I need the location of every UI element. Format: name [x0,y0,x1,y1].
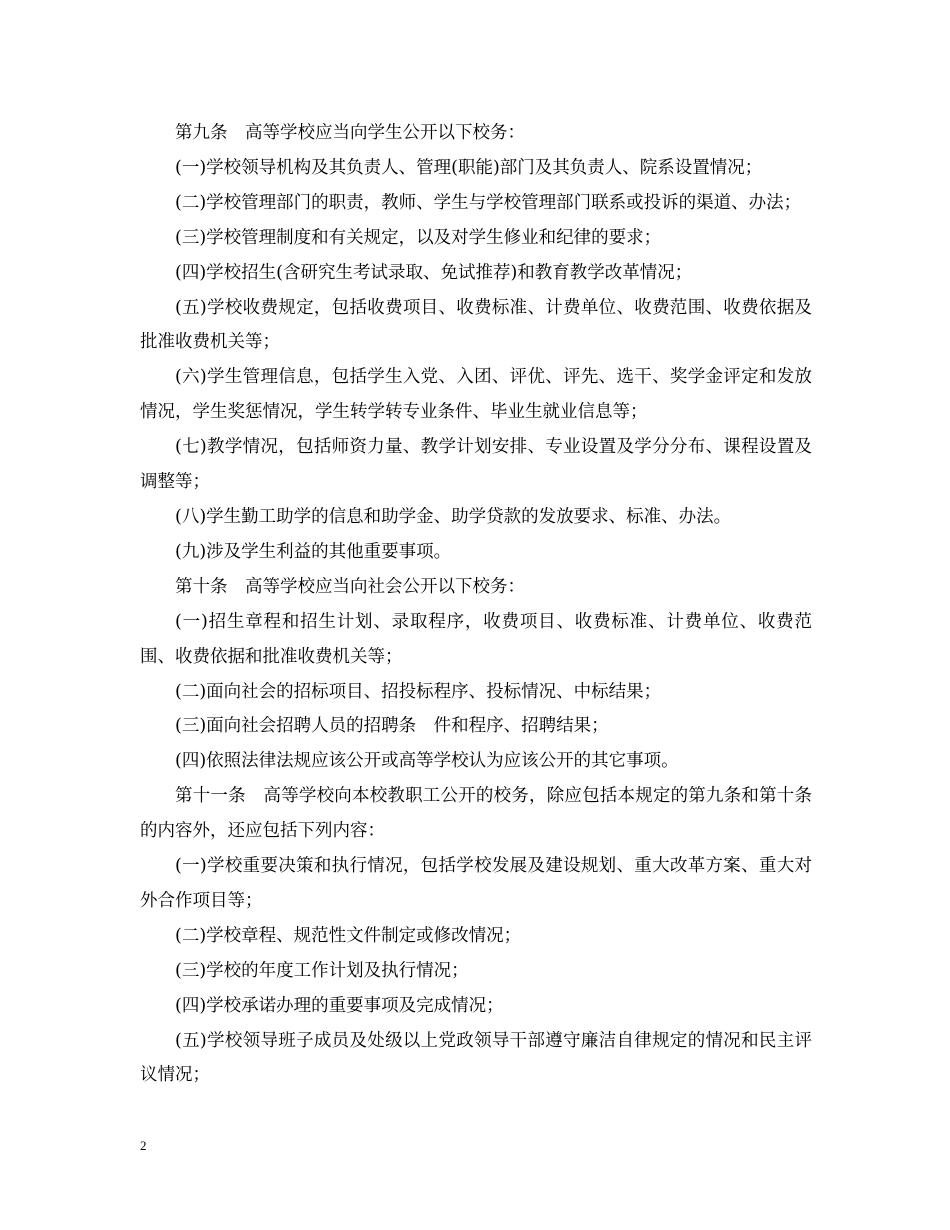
article-10-item-2: (二)面向社会的招标项目、招投标程序、投标情况、中标结果； [175,681,662,702]
article-11-item-5: (五)学校领导班子成员及处级以上党政领导干部遵守廉洁自律规定的情况和民主评议情况； [140,1030,812,1086]
article-10-item-3: (三)面向社会招聘人员的招聘条 件和程序、招聘结果； [175,716,609,737]
article-9-item-9: (九)涉及学生利益的其他重要事项。 [175,541,452,562]
article-10-heading: 第十条 高等学校应当向社会公开以下校务： [175,576,525,597]
document-body [140,116,830,1093]
article-9-item-3: (三)学校管理制度和有关规定，以及对学生修业和纪律的要求； [175,227,662,248]
article-9-item-7: (七)教学情况，包括师资力量、教学计划安排、专业设置及学分分布、课程设置及调整等； [140,437,812,493]
article-11-item-3: (三)学校的年度工作计划及执行情况； [175,960,469,981]
page-number: 2 [140,1138,147,1153]
article-11-item-1: (一)学校重要决策和执行情况，包括学校发展及建设规划、重大改革方案、重大对外合作项目等； [140,856,812,911]
article-9-item-6: (六)学生管理信息，包括学生入党、入团、评优、评先、选干、奖学金评定和发放情况，学生奖惩情况，学生转学转专业条件、毕业生就业信息等； [140,367,812,423]
article-10-item-4: (四)依照法律法规应该公开或高等学校认为应该公开的其它事项。 [175,751,679,772]
article-9-item-4: (四)学校招生(含研究生考试录取、免试推荐)和教育教学改革情况； [175,262,693,283]
article-9-item-1: (一)学校领导机构及其负责人、管理(职能)部门及其负责人、院系设置情况； [175,157,763,178]
article-9-item-2: (二)学校管理部门的职责，教师、学生与学校管理部门联系或投诉的渠道、办法； [175,192,802,213]
article-11-item-2: (二)学校章程、规范性文件制定或修改情况； [175,925,522,946]
article-9-item-5: (五)学校收费规定，包括收费项目、收费标准、计费单位、收费范围、收费依据及批准收费机关等； [140,297,812,353]
article-11-item-4: (四)学校承诺办理的重要事项及完成情况； [175,995,504,1016]
article-9-item-8: (八)学生勤工助学的信息和助学金、助学贷款的发放要求、标准、办法。 [175,506,732,527]
article-11-heading: 第十一条 高等学校向本校教职工公开的校务，除应包括本规定的第九条和第十条 的内容外，还应包括下列内容： [140,786,830,842]
article-10-item-1: (一)招生章程和招生计划、录取程序，收费项目、收费标准、计费单位、收费范围、收费依据和批准收费机关等； [140,611,812,667]
article-9-heading: 第九条 高等学校应当向学生公开以下校务： [175,123,525,143]
